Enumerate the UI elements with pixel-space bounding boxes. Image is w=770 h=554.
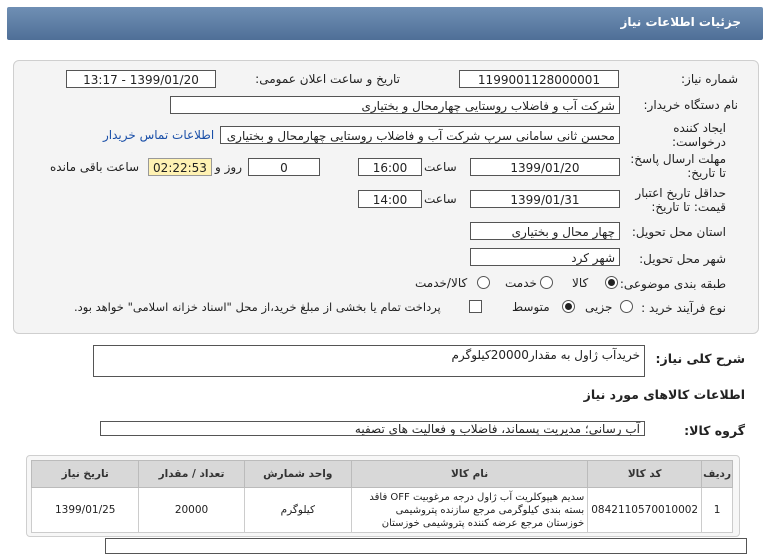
process-option-minor: جزیی bbox=[585, 300, 613, 314]
deadline-time-field: 16:00 bbox=[358, 158, 422, 176]
category-label: طبقه بندی موضوعی: bbox=[619, 277, 726, 291]
validity-label-2: قیمت: تا تاریخ: bbox=[651, 200, 726, 214]
need-number-field: 1199001128000001 bbox=[459, 70, 619, 88]
cell-row: 1 bbox=[702, 488, 733, 533]
deadline-label-1: مهلت ارسال پاسخ: bbox=[630, 152, 726, 166]
buyer-contact-link[interactable]: اطلاعات تماس خریدار bbox=[103, 128, 215, 142]
need-number-label: شماره نیاز: bbox=[681, 72, 738, 86]
deadline-time-label: ساعت bbox=[424, 160, 457, 174]
category-radio-service[interactable] bbox=[540, 276, 553, 289]
validity-time-field: 14:00 bbox=[358, 190, 422, 208]
creator-label-2: درخواست: bbox=[672, 135, 726, 149]
bottom-field bbox=[105, 538, 747, 554]
remaining-time-field: 02:22:53 bbox=[148, 158, 212, 176]
deadline-date-field: 1399/01/20 bbox=[470, 158, 620, 176]
col-unit: واحد شمارش bbox=[244, 461, 351, 488]
days-remaining-field: 0 bbox=[248, 158, 320, 176]
validity-date-field: 1399/01/31 bbox=[470, 190, 620, 208]
cell-name: سدیم هیپوکلریت آب ژاول درجه مرغوبیت OFF فاقد بسته بندی کیلوگرمی مرجع سازنده پتروشیمی خوزستان مرجع عرضه کننده پتروشیمی خوزستان bbox=[351, 488, 587, 533]
validity-time-label: ساعت bbox=[424, 192, 457, 206]
col-code: کد کالا bbox=[588, 461, 702, 488]
page-header bbox=[7, 7, 763, 40]
announce-field: 1399/01/20 - 13:17 bbox=[66, 70, 216, 88]
process-option-medium: متوسط bbox=[512, 300, 550, 314]
col-name: نام کالا bbox=[351, 461, 587, 488]
col-date: تاریخ نیاز bbox=[32, 461, 139, 488]
page-title: جزئیات اطلاعات نیاز bbox=[620, 15, 741, 29]
col-row: ردیف bbox=[702, 461, 733, 488]
category-option-goods-service: کالا/خدمت bbox=[415, 276, 468, 290]
cell-code: 0842110570010002 bbox=[588, 488, 702, 533]
category-option-goods: کالا bbox=[572, 276, 589, 290]
table-row[interactable] bbox=[32, 488, 733, 533]
cell-unit: کیلوگرم bbox=[244, 488, 351, 533]
treasury-payment-note: پرداخت تمام یا بخشی از مبلغ خرید،از محل "اسناد خزانه اسلامی" خواهد بود. bbox=[74, 300, 441, 314]
process-label: نوع فرآیند خرید : bbox=[641, 301, 726, 315]
process-radio-minor[interactable] bbox=[620, 300, 633, 313]
buyer-field: شرکت آب و فاضلاب روستایی چهارمحال و بختیاری bbox=[170, 96, 620, 114]
summary-label: شرح کلی نیاز: bbox=[655, 351, 745, 366]
goods-info-title: اطلاعات کالاهای مورد نیاز bbox=[583, 387, 745, 402]
summary-field: خریدآب ژاول به مقدار20000کیلوگرم bbox=[93, 345, 645, 377]
category-option-service: خدمت bbox=[505, 276, 537, 290]
cell-date: 1399/01/25 bbox=[32, 488, 139, 533]
goods-table-container bbox=[26, 455, 740, 537]
province-label: استان محل تحویل: bbox=[631, 225, 726, 239]
goods-group-label: گروه کالا: bbox=[684, 423, 745, 438]
creator-field: محسن ثانی سامانی سرپ شرکت آب و فاضلاب روستایی چهارمحال و بختیاری bbox=[220, 126, 620, 144]
city-field: شهر کرد bbox=[470, 248, 620, 266]
table-header-row bbox=[32, 461, 733, 488]
category-radio-goods[interactable] bbox=[605, 276, 618, 289]
validity-label-1: حداقل تاریخ اعتبار bbox=[635, 186, 726, 200]
goods-table bbox=[31, 460, 733, 533]
province-field: چهار محال و بختیاری bbox=[470, 222, 620, 240]
goods-group-field: آب رسانی؛ مدیریت پسماند، فاضلاب و فعالیت های تصفیه bbox=[100, 421, 645, 436]
days-label: روز و bbox=[215, 160, 242, 174]
announce-label: تاریخ و ساعت اعلان عمومی: bbox=[255, 72, 400, 86]
category-radio-goods-service[interactable] bbox=[477, 276, 490, 289]
buyer-label: نام دستگاه خریدار: bbox=[643, 98, 738, 112]
cell-qty: 20000 bbox=[139, 488, 244, 533]
remaining-label: ساعت باقی مانده bbox=[50, 160, 140, 174]
deadline-label-2: تا تاریخ: bbox=[687, 166, 726, 180]
process-radio-medium[interactable] bbox=[562, 300, 575, 313]
col-qty: تعداد / مقدار bbox=[139, 461, 244, 488]
treasury-payment-checkbox[interactable] bbox=[469, 300, 482, 313]
city-label: شهر محل تحویل: bbox=[639, 252, 726, 266]
creator-label-1: ایجاد کننده bbox=[673, 121, 726, 135]
